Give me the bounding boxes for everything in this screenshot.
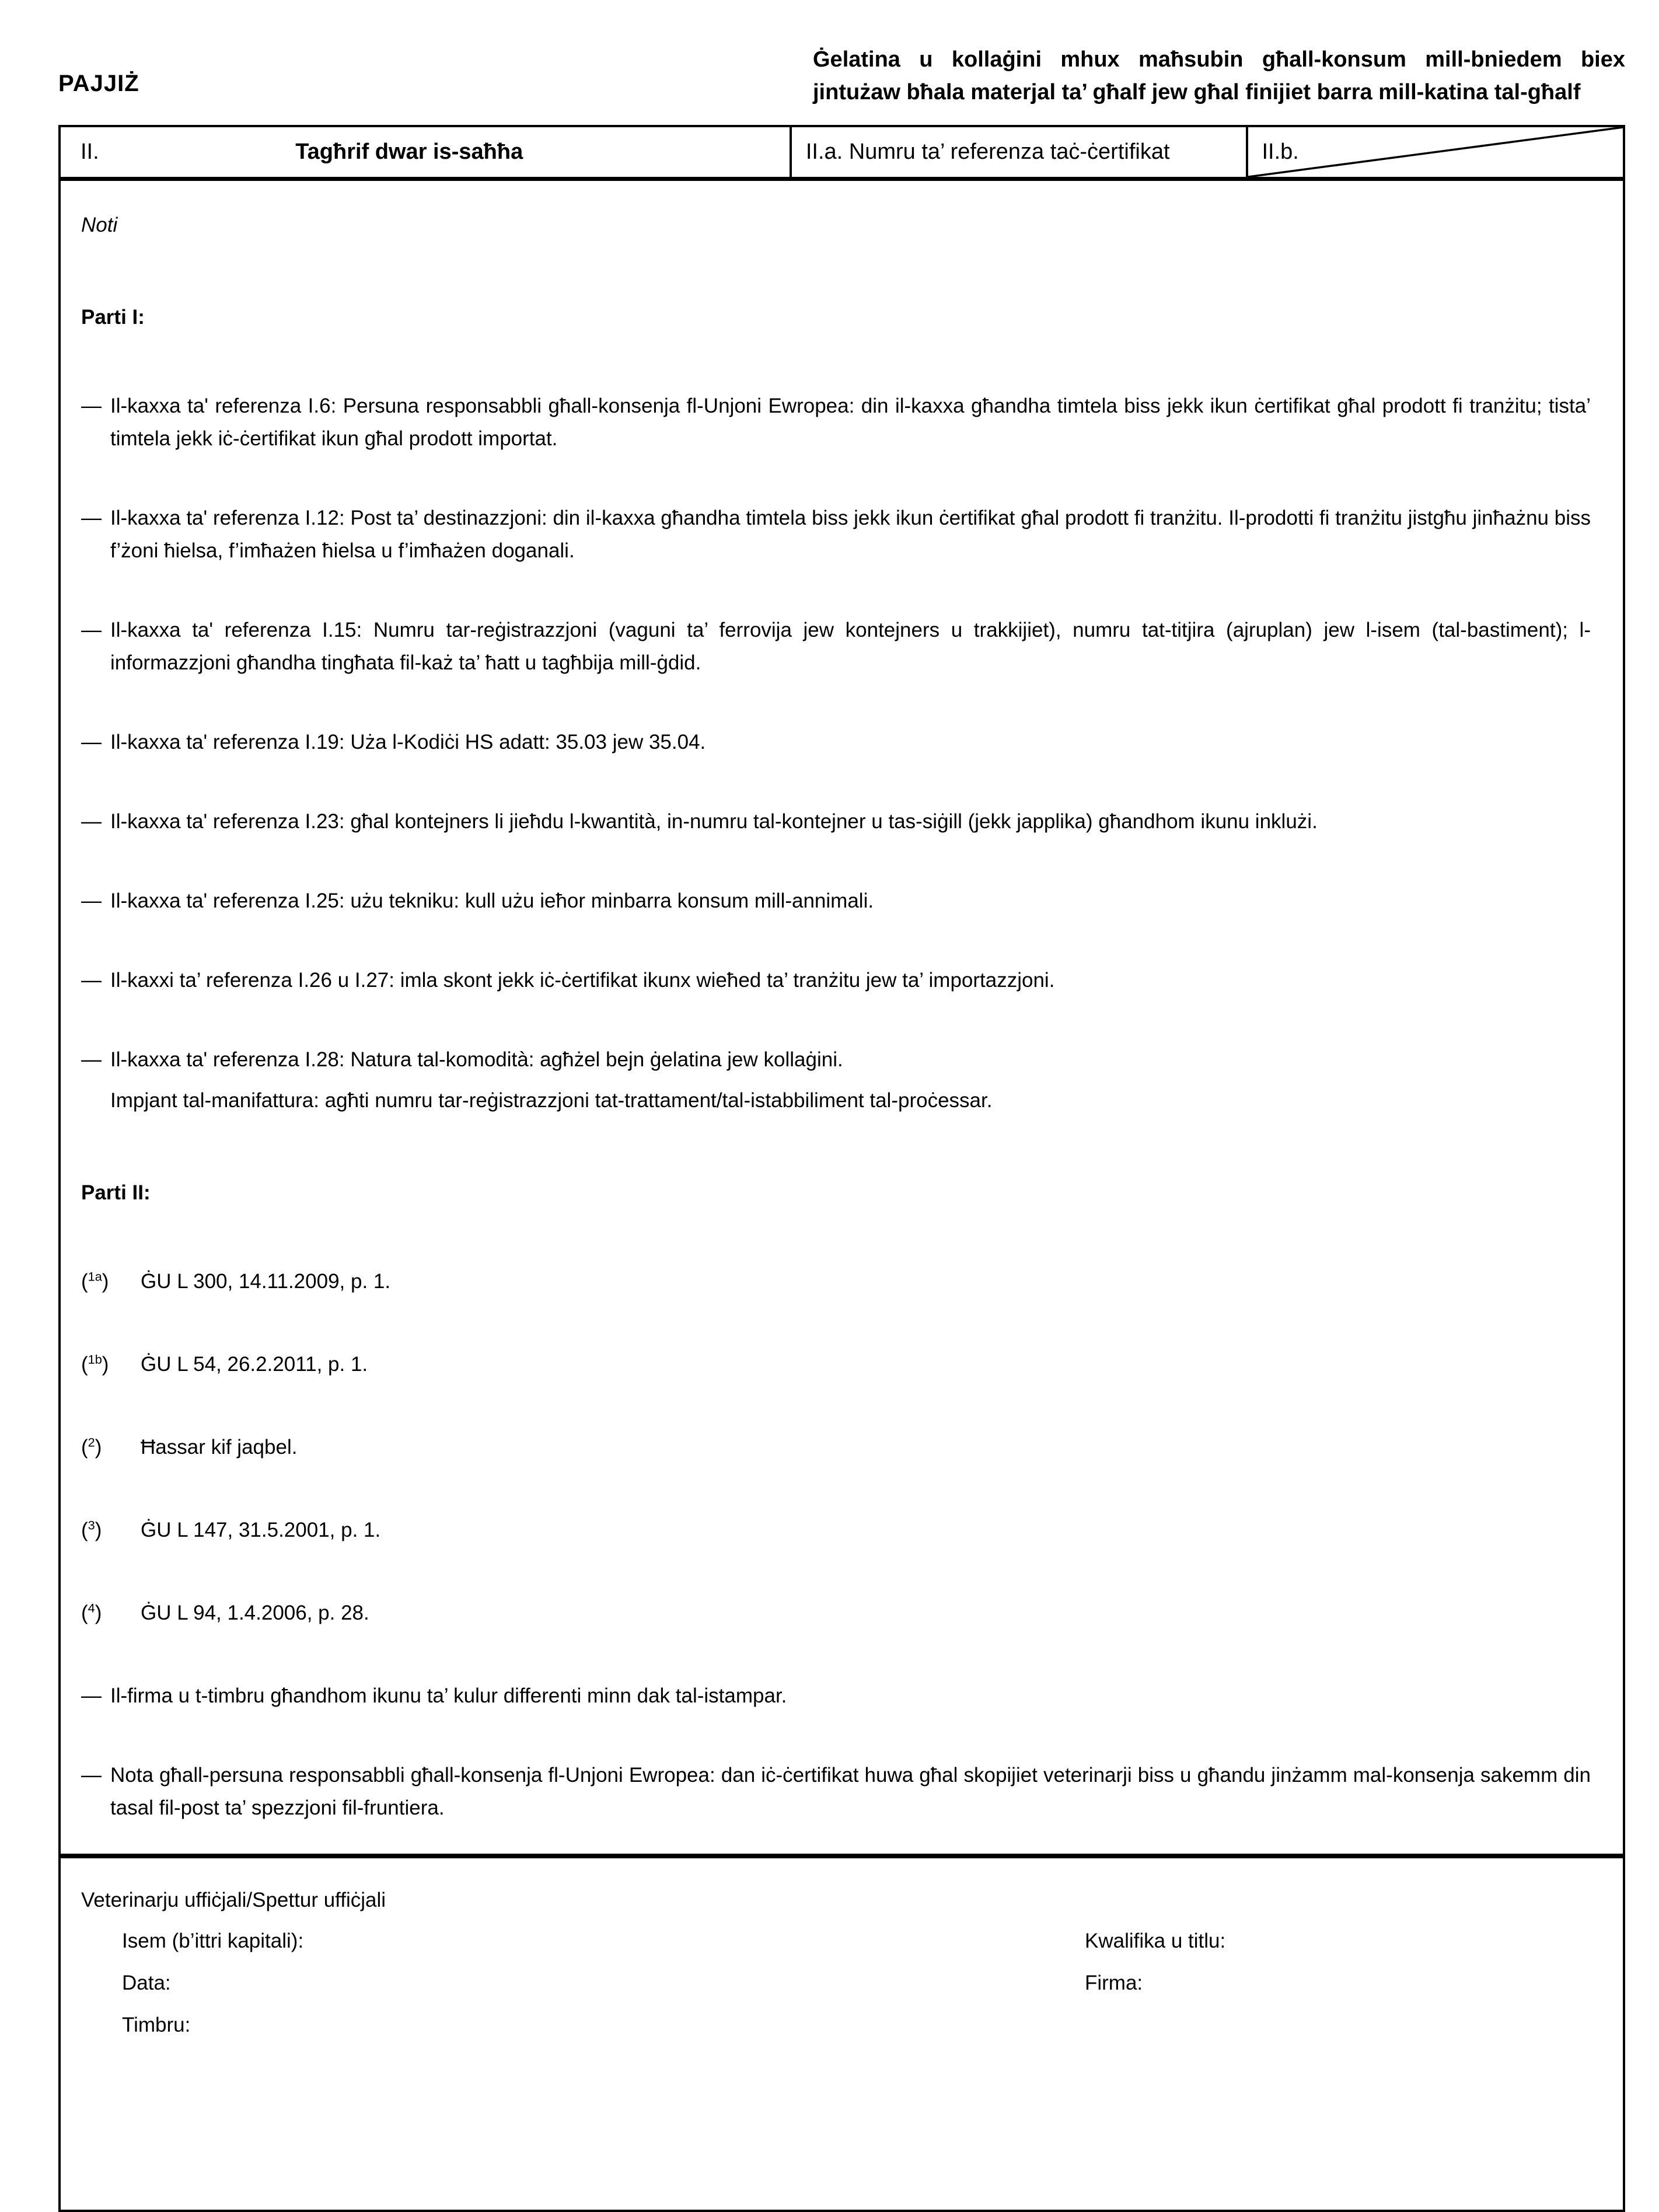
name-label: Isem (b’ittri kapitali):: [122, 1930, 304, 1952]
footnote: [81, 1597, 1591, 1630]
notes-section: [61, 181, 1623, 1854]
list-item-text: Il-kaxxa ta' referenza I.19: Uża l-Kodiċi HS adatt: 35.03 jew 35.04.: [110, 731, 706, 753]
dash-bullet: —: [81, 810, 102, 833]
date-label: Data:: [122, 1972, 171, 1994]
certificate-reference-cell: [792, 127, 1248, 177]
health-info-label: Tagħrif dwar is-saħħa: [295, 139, 523, 164]
list-item: [81, 1680, 1591, 1712]
signature-label: Firma:: [1085, 1972, 1143, 1994]
list-item-text: Il-kaxxa ta' referenza I.6: Persuna responsabbli għall-konsenja fl-Unjoni Ewropea: din il-kaxxa għandha timtela biss jekk ikun ċertifikat għal prodott fi tranżitu; tista’ timtela jekk iċ-ċertifikat ikun għal prodott importat.: [110, 395, 1591, 450]
dash-bullet: —: [81, 731, 102, 753]
footnote-text: ĠU L 54, 26.2.2011, p. 1.: [141, 1353, 368, 1376]
dash-bullet: —: [81, 619, 102, 641]
list-item-text: Il-kaxxa ta' referenza I.12: Post ta’ destinazzjoni: din il-kaxxa għandha timtela biss jekk ikun ċertifikat għal prodott fi tranżitu. Il-prodotti fi tranżitu jistgħu jinħażnu biss f’żoni ħielsa, f’imħażen ħielsa u f’imħażen doganali.: [110, 507, 1591, 562]
certificate-title: Ġelatina u kollaġini mhux maħsubin għall-konsum mill-bniedem biex jintużaw bħala materjal ta’ għalf jew għal finijiet barra mill-katina tal-għalf: [813, 47, 1625, 104]
qualification-label: Kwalifika u titlu:: [1085, 1930, 1226, 1952]
list-item: [81, 390, 1591, 455]
diagonal-strike-line: [1248, 127, 1623, 177]
footnote-text: ĠU L 147, 31.5.2001, p. 1.: [141, 1519, 381, 1541]
dash-bullet: —: [81, 1048, 102, 1071]
official-veterinarian-heading: Veterinarju uffiċjali/Spettur uffiċjali: [81, 1889, 386, 1911]
manufacturing-plant-note: Impjant tal-manifattura: agħti numru tar-reġistrazzjoni tat-trattament/tal-istabbiliment tal-proċessar.: [110, 1089, 993, 1112]
dash-bullet: —: [81, 1764, 102, 1787]
footnote: [81, 1348, 1591, 1381]
notes-heading: Noti: [81, 214, 118, 236]
signature-row: [81, 1972, 1591, 1995]
dash-bullet: —: [81, 1684, 102, 1707]
footnote-text: Ħassar kif jaqbel.: [141, 1436, 298, 1459]
list-item-text: Il-kaxxa ta' referenza I.28: Natura tal-komodità: agħżel bejn ġelatina jew kollaġini.: [110, 1048, 843, 1071]
dash-bullet: —: [81, 969, 102, 992]
page-header: [0, 0, 1659, 109]
footnote: [81, 1265, 1591, 1298]
list-item: [81, 726, 1591, 759]
signature-row: [81, 1930, 1591, 1953]
list-item-text: Il-kaxxi ta’ referenza I.26 u I.27: imla skont jekk iċ-ċertifikat ikunx wieħed ta’ tranżitu jew ta’ importazzjoni.: [110, 969, 1055, 992]
footnote-text: ĠU L 300, 14.11.2009, p. 1.: [141, 1270, 391, 1293]
iib-label: II.b.: [1262, 139, 1299, 164]
table-header-row: [61, 127, 1623, 181]
signature-row: [81, 2014, 1591, 2037]
footnote-marker: ( $^{1b}$ ): [81, 1348, 141, 1381]
dash-bullet: —: [81, 507, 102, 529]
footnote: [81, 1431, 1591, 1464]
dash-bullet: —: [81, 889, 102, 912]
country-label: PAJJIŻ: [58, 71, 139, 96]
iib-cell: [1248, 127, 1623, 177]
footnote-marker: ( $^{1a}$ ): [81, 1265, 141, 1298]
footnote-marker: ( $^4$ ): [81, 1597, 141, 1630]
list-item: [81, 614, 1591, 679]
dash-bullet: —: [81, 395, 102, 417]
signature-section: [61, 1854, 1623, 2210]
list-item: [81, 964, 1591, 997]
list-item: [81, 885, 1591, 917]
part2-heading: Parti II:: [81, 1181, 151, 1204]
list-item: [81, 1759, 1591, 1824]
list-item: [81, 502, 1591, 567]
list-item-text: Il-firma u t-timbru għandhom ikunu ta’ kulur differenti minn dak tal-istampar.: [110, 1684, 787, 1707]
section-number: II.: [81, 139, 99, 164]
footnote-text: ĠU L 94, 1.4.2006, p. 28.: [141, 1602, 369, 1624]
stamp-label: Timbru:: [122, 2014, 191, 2036]
footnote-marker: ( $^3$ ): [81, 1514, 141, 1547]
list-item: [81, 1044, 1591, 1076]
footnote: [81, 1514, 1591, 1547]
list-item-text: Il-kaxxa ta' referenza I.23: għal kontejners li jieħdu l-kwantità, in-numru tal-kontejner u tas-siġill (jekk japplika) għandhom ikunu inklużi.: [110, 810, 1318, 833]
list-item: [81, 805, 1591, 838]
list-item-text: Il-kaxxa ta' referenza I.25: użu tekniku: kull użu ieħor minbarra konsum mill-annimali.: [110, 889, 874, 912]
list-item-text: Nota għall-persuna responsabbli għall-konsenja fl-Unjoni Ewropea: dan iċ-ċertifikat huwa għal skopijiet veterinarji biss u għandu jinżamm mal-konsenja sakemm din tasal fil-post ta’ spezzjoni fil-fruntiera.: [110, 1764, 1591, 1819]
part1-heading: Parti I:: [81, 306, 145, 329]
health-information-table: [58, 125, 1625, 2212]
footnote-marker: ( $^2$ ): [81, 1431, 141, 1464]
health-info-header-cell: [61, 127, 792, 177]
list-item-text: Il-kaxxa ta' referenza I.15: Numru tar-reġistrazzjoni (vaguni ta’ ferrovija jew kontejners u trakkijiet), numru tat-titjira (ajruplan) jew l-isem (tal-bastiment); l-informazzjoni għandha tingħata fil-każ ta’ ħatt u tagħbija mill-ġdid.: [110, 619, 1591, 674]
certificate-reference-label: II.a. Numru ta’ referenza taċ-ċertifikat: [805, 139, 1170, 164]
